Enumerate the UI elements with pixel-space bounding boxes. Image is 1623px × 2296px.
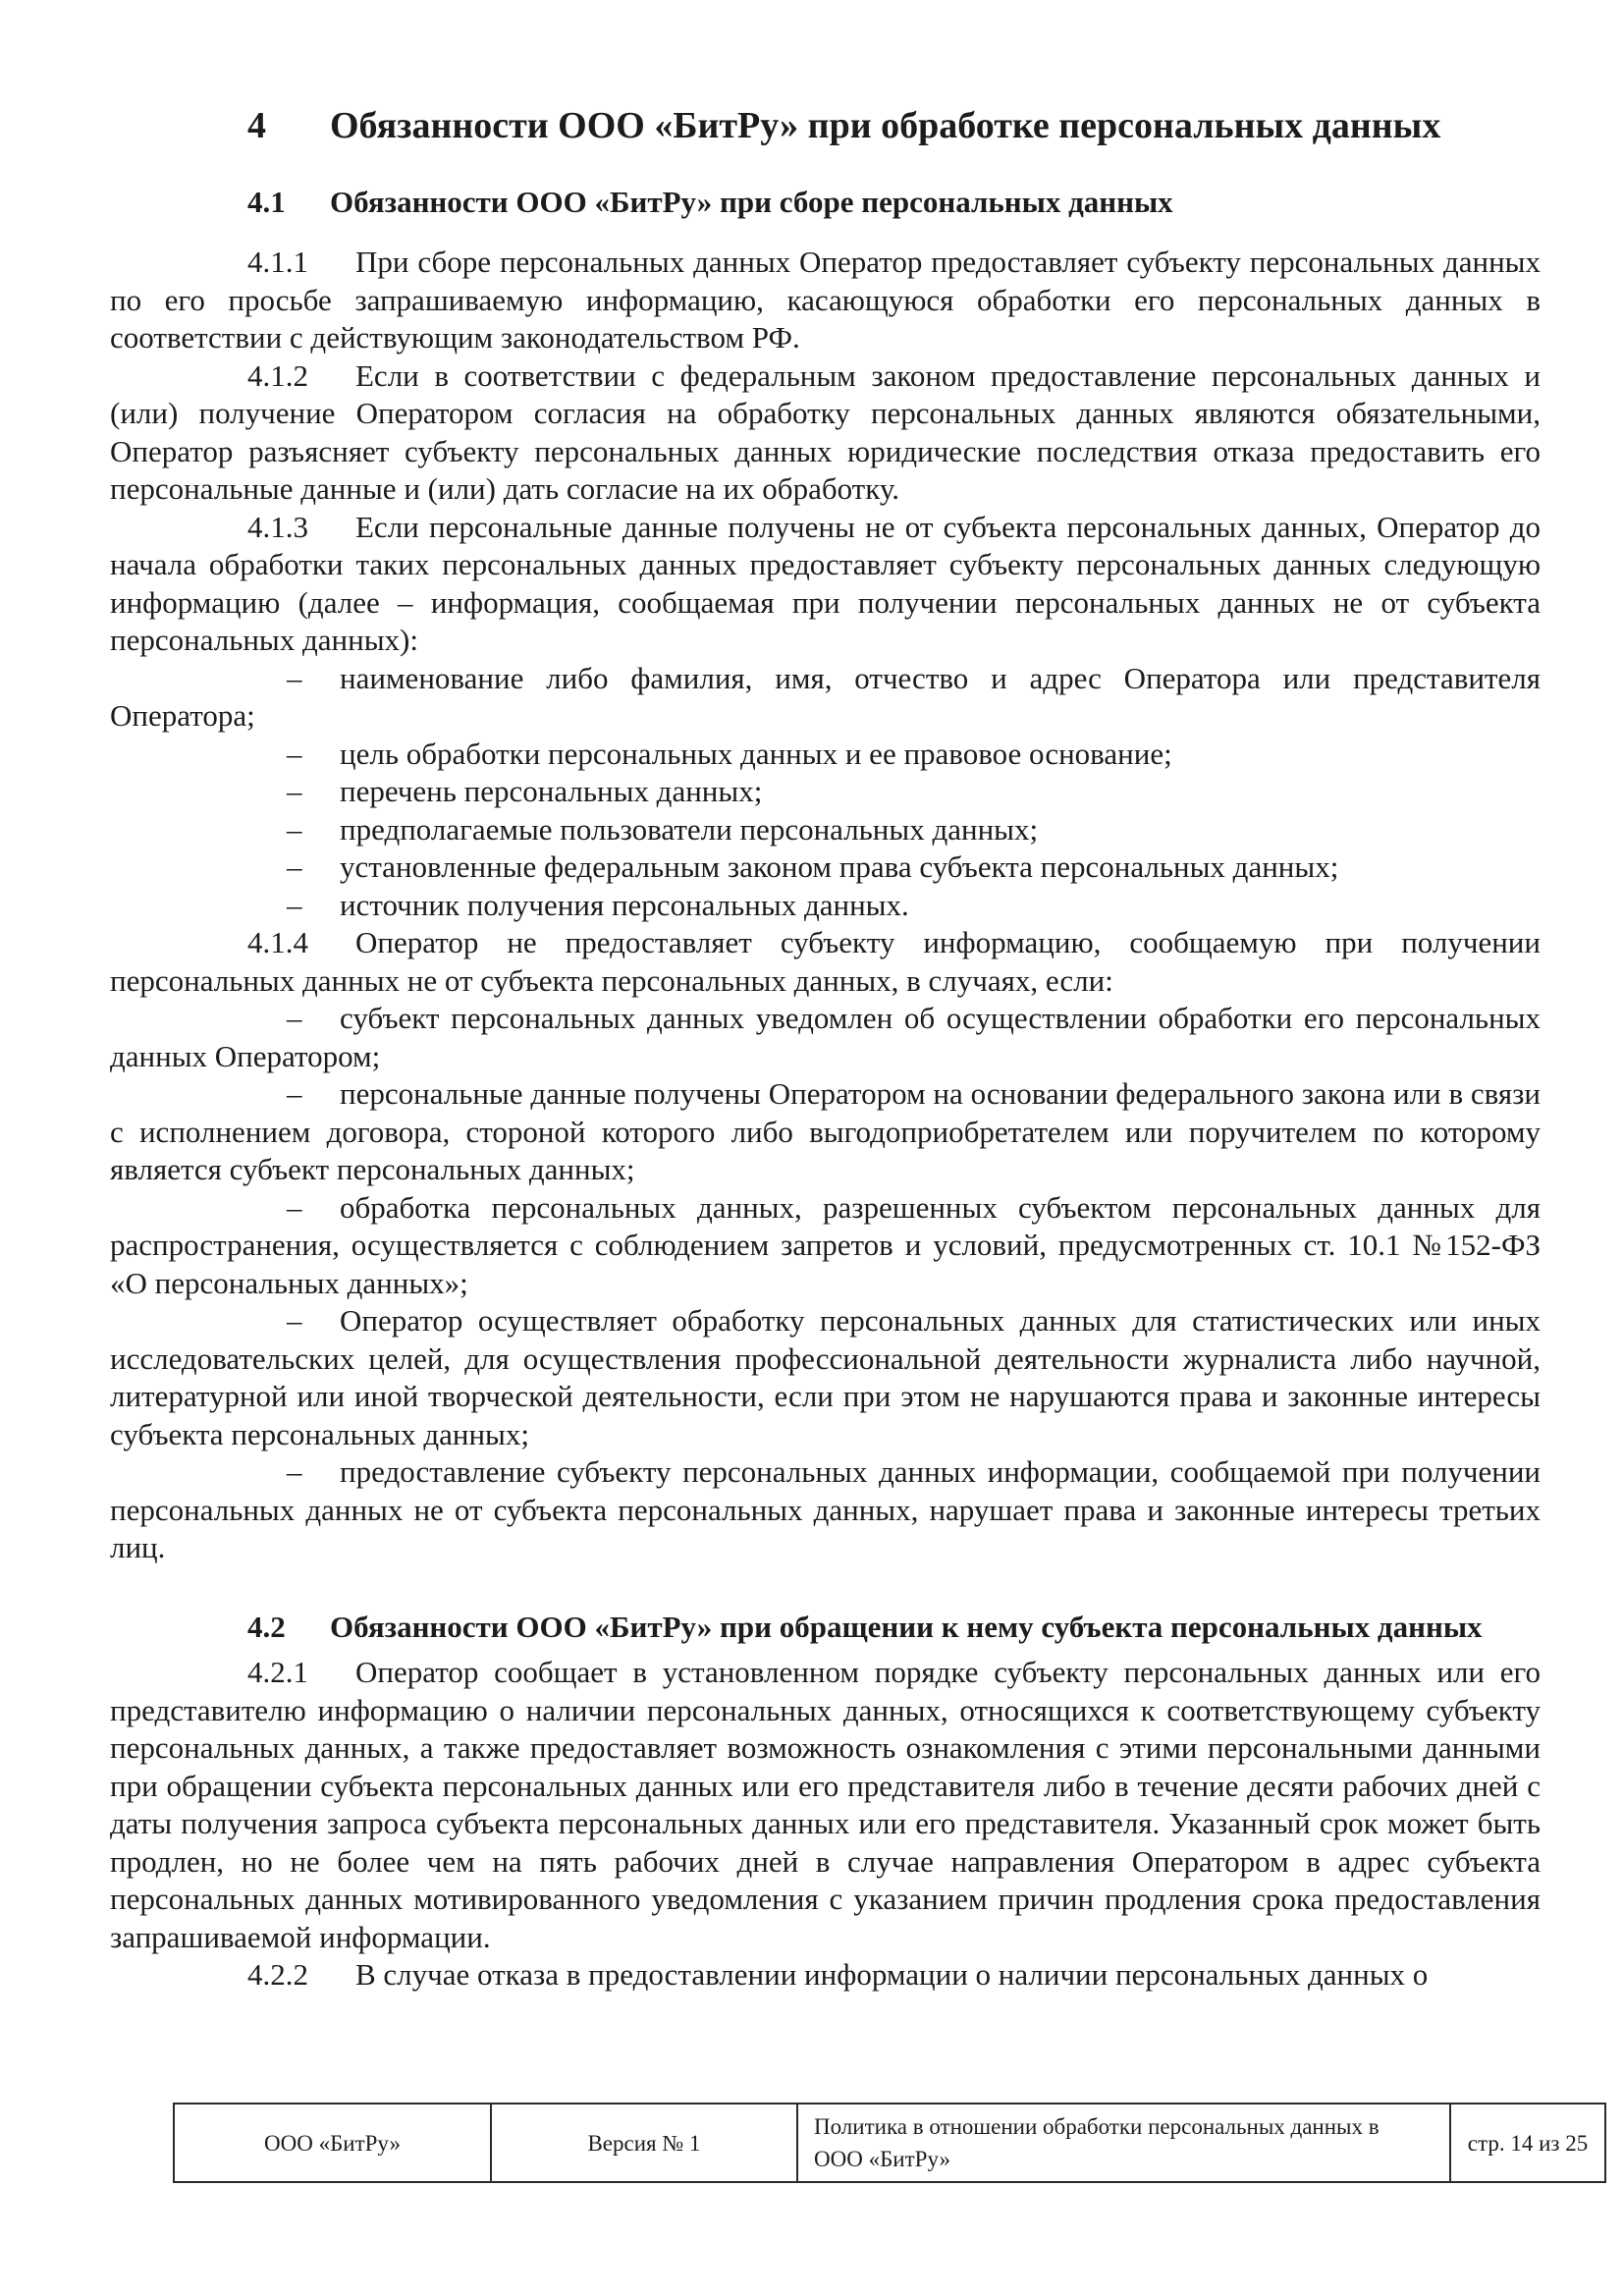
paragraph-4-1-1-text: При сборе персональных данных Оператор предоставляет субъекту персональных данных по его просьбе запрашиваемую информацию, касающуюся обработки его персональных данных в соответствии с действующим законодательством РФ. bbox=[110, 245, 1541, 355]
bullet-dash: – bbox=[287, 736, 302, 771]
list-item bbox=[110, 1453, 1541, 1567]
paragraph-4-1-4-number: 4.1.4 bbox=[247, 925, 308, 959]
list-item bbox=[110, 660, 1541, 736]
list-item-text: установленные федеральным законом права субъекта персональных данных; bbox=[340, 849, 1339, 884]
list-item-text: предоставление субъекту персональных данных информации, сообщаемой при получении персональных данных не от субъекта персональных данных, нарушает права и законные интересы третьих лиц. bbox=[110, 1454, 1541, 1564]
section-4-1-heading bbox=[110, 183, 1541, 222]
paragraph-4-2-2-number: 4.2.2 bbox=[247, 1957, 308, 1992]
bullet-dash: – bbox=[287, 1189, 302, 1225]
bullet-dash: – bbox=[287, 1076, 302, 1111]
list-item bbox=[110, 773, 1541, 811]
list-item bbox=[110, 1302, 1541, 1453]
paragraph-4-1-2-number: 4.1.2 bbox=[247, 357, 308, 393]
bullet-dash: – bbox=[287, 774, 302, 808]
paragraph-4-1-2 bbox=[110, 357, 1541, 509]
footer-title-cell: Политика в отношении обработки персональных данных в ООО «БитРу» bbox=[797, 2104, 1450, 2182]
paragraph-4-1-3 bbox=[110, 509, 1541, 660]
footer-version-cell: Версия № 1 bbox=[491, 2104, 797, 2182]
list-item bbox=[110, 1000, 1541, 1075]
paragraph-4-2-1-number: 4.2.1 bbox=[247, 1655, 308, 1689]
bullet-dash: – bbox=[287, 849, 302, 884]
list-item-text: предполагаемые пользователи персональных данных; bbox=[340, 811, 1039, 847]
list-item-text: персональные данные получены Оператором на основании федерального закона или в связи с исполнением договора, стороной которого либо выгодоприобретателем или поручителем по которому является субъект персональных данных; bbox=[110, 1076, 1541, 1186]
list-item bbox=[110, 736, 1541, 774]
list-item-text: цель обработки персональных данных и ее правовое основание; bbox=[340, 736, 1172, 771]
paragraph-4-1-4 bbox=[110, 924, 1541, 1000]
paragraph-4-2-2-text: В случае отказа в предоставлении информации о наличии персональных данных о bbox=[355, 1957, 1429, 1992]
footer-table bbox=[173, 2103, 1606, 2183]
section-4-title: Обязанности ООО «БитРу» при обработке персональных данных bbox=[330, 105, 1441, 146]
list-item bbox=[110, 848, 1541, 887]
list-item bbox=[110, 811, 1541, 849]
list-item-text: наименование либо фамилия, имя, отчество и адрес Оператора или представителя Оператора; bbox=[110, 660, 1541, 733]
bullet-dash: – bbox=[287, 1001, 302, 1035]
list-item-text: источник получения персональных данных. bbox=[340, 887, 909, 922]
list-item bbox=[110, 1189, 1541, 1303]
paragraph-4-2-1-text: Оператор сообщает в установленном порядке субъекту персональных данных или его представителю информацию о наличии персональных данных, относящихся к соответствующему субъекту персональных данных, а также предоставляет возможность ознакомления с этими персональными данными при обращении субъекта персональных данных или его представителя либо в течение десяти рабочих дней с даты получения запроса субъекта персональных данных или его представителя. Указанный срок может быть продлен, но не более чем на пять рабочих дней в случае направления Оператором в адрес субъекта персональных данных мотивированного уведомления с указанием причин продления срока предоставления запрашиваемой информации. bbox=[110, 1655, 1541, 1954]
section-4-1-title: Обязанности ООО «БитРу» при сборе персональных данных bbox=[330, 185, 1173, 219]
bullet-dash: – bbox=[287, 1454, 302, 1489]
paragraph-4-2-1 bbox=[110, 1654, 1541, 1956]
bullet-dash: – bbox=[287, 1303, 302, 1338]
paragraph-4-1-4-text: Оператор не предоставляет субъекту информацию, сообщаемую при получении персональных данных не от субъекта персональных данных, в случаях, если: bbox=[110, 925, 1541, 998]
list-item-text: перечень персональных данных; bbox=[340, 774, 763, 808]
footer-row bbox=[174, 2104, 1605, 2182]
section-4-1-number: 4.1 bbox=[247, 185, 286, 219]
list-item bbox=[110, 887, 1541, 925]
paragraph-4-2-2 bbox=[110, 1956, 1541, 1995]
list-item bbox=[110, 1075, 1541, 1189]
paragraph-4-1-3-number: 4.1.3 bbox=[247, 509, 308, 544]
bullet-dash: – bbox=[287, 811, 302, 847]
list-item-text: Оператор осуществляет обработку персональных данных для статистических или иных исследовательских целей, для осуществления профессиональной деятельности журналиста либо научной, литературной или иной творческой деятельности, если при этом не нарушаются права и законные интересы субъекта персональных данных; bbox=[110, 1303, 1541, 1451]
section-4-2-title: Обязанности ООО «БитРу» при обращении к нему субъекта персональных данных bbox=[330, 1609, 1483, 1644]
section-4-2-number: 4.2 bbox=[247, 1609, 286, 1644]
paragraph-4-1-3-text: Если персональные данные получены не от субъекта персональных данных, Оператор до начала обработки таких персональных данных предоставляет субъекту персональных данных следующую информацию (далее – информация, сообщаемая при получении персональных данных не от субъекта персональных данных): bbox=[110, 509, 1541, 657]
footer-page-cell: стр. 14 из 25 bbox=[1450, 2104, 1605, 2182]
section-4-number: 4 bbox=[247, 105, 266, 146]
paragraph-4-1-1-number: 4.1.1 bbox=[247, 245, 308, 279]
section-4-2-heading bbox=[110, 1609, 1541, 1647]
list-item-text: обработка персональных данных, разрешенных субъектом персональных данных для распространения, осуществляется с соблюдением запретов и условий, предусмотренных ст. 10.1 №152-ФЗ «О персональных данных»; bbox=[110, 1189, 1541, 1300]
bullet-dash: – bbox=[287, 887, 302, 922]
footer-company-cell: ООО «БитРу» bbox=[174, 2104, 491, 2182]
bullet-dash: – bbox=[287, 660, 302, 695]
list-item-text: субъект персональных данных уведомлен об осуществлении обработки его персональных данных Оператором; bbox=[110, 1001, 1541, 1073]
paragraph-4-1-2-text: Если в соответствии с федеральным законом предоставление персональных данных и (или) получение Оператором согласия на обработку персональных данных являются обязательными, Оператор разъясняет субъекту персональных данных юридические последствия отказа предоставить его персональные данные и (или) дать согласие на их обработку. bbox=[110, 357, 1541, 506]
section-4-heading bbox=[110, 102, 1541, 149]
paragraph-4-1-1 bbox=[110, 244, 1541, 357]
